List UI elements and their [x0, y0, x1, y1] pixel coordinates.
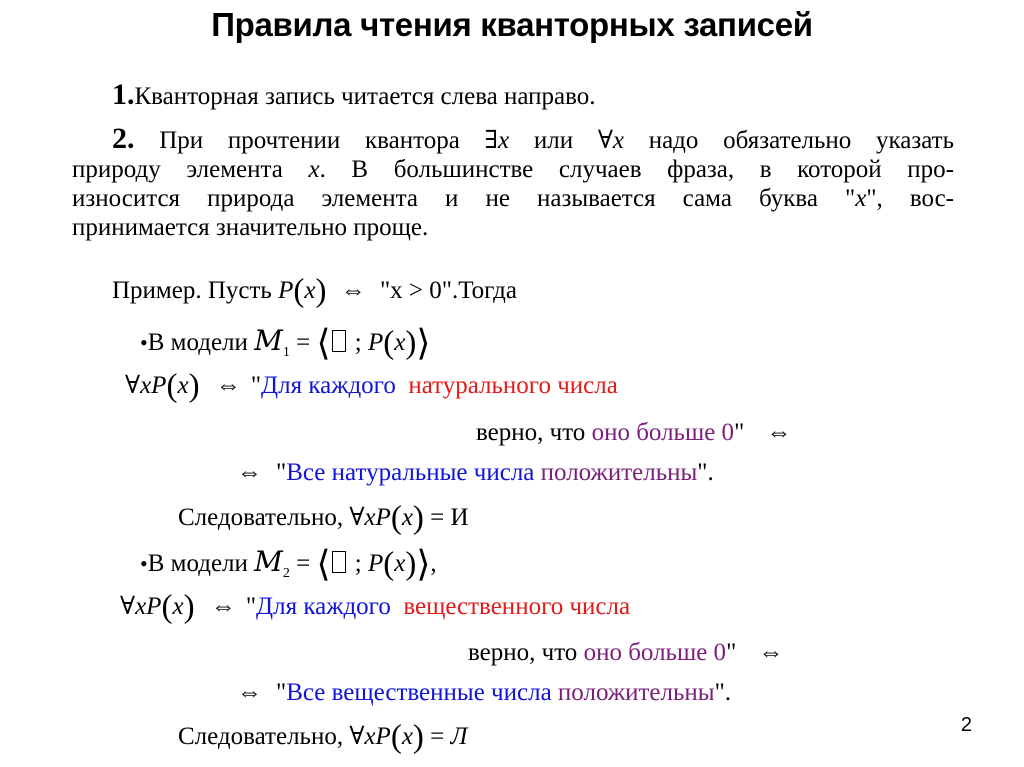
model-symbol: M	[254, 324, 283, 357]
quote: "	[250, 372, 262, 399]
left-angle: ⟨	[316, 323, 331, 363]
rule-2-number: 2.	[112, 122, 135, 155]
model-symbol: M	[254, 545, 283, 578]
equiv-arrow: ⇔	[237, 459, 262, 486]
rule-2-text: При прочтении квантора	[159, 127, 485, 154]
forall-xP: ∀xP	[125, 372, 167, 399]
right-angle: ⟩	[416, 544, 431, 584]
var-x: x	[304, 277, 316, 304]
rule-2-line-2	[72, 155, 954, 184]
rule-2-line-4: принимается значительно проще.	[72, 214, 429, 241]
paren: )	[412, 719, 424, 755]
model-2-reading	[120, 589, 631, 625]
paren: )	[315, 273, 327, 309]
set-name: натурального числа	[408, 372, 618, 399]
then-word: .Тогда	[451, 277, 517, 304]
positive-word: положительны	[557, 679, 715, 706]
rule-2-line-3	[72, 184, 954, 213]
var-x: x	[394, 550, 406, 577]
forall-xP: ∀xP	[349, 723, 391, 750]
forall-x: ∀x	[597, 127, 624, 154]
paren: )	[405, 325, 417, 361]
paren: (	[383, 325, 395, 361]
separator: ;	[348, 550, 368, 577]
paren: )	[183, 589, 195, 625]
equiv-arrow: ⇔	[766, 419, 792, 446]
example-line	[112, 273, 517, 309]
set-symbol-glyph	[332, 330, 346, 352]
all-natural-phrase: Все натуральные числа	[286, 459, 535, 486]
model-1-therefore	[178, 500, 469, 536]
quote: "	[245, 593, 257, 620]
quote: "	[276, 679, 287, 706]
comma: ,	[430, 550, 437, 577]
quote: "	[734, 419, 745, 446]
model-1-reading-cont	[476, 418, 792, 448]
model-label: В модели	[147, 550, 255, 577]
forall-xP: ∀xP	[120, 593, 162, 620]
rule-2-line-1	[72, 124, 954, 155]
model-2-conclusion-phrase	[237, 678, 731, 708]
for-each-phrase: Для каждого	[261, 372, 396, 399]
equiv-arrow: ⇔	[758, 639, 784, 666]
model-1-reading	[125, 368, 618, 404]
var-x: x	[308, 156, 320, 183]
rule-2-text: надо обязательно указать	[624, 127, 955, 154]
all-real-phrase: Все вещественные числа	[286, 679, 552, 706]
greater-phrase: оно больше 0	[583, 639, 727, 666]
model-label: В модели	[147, 329, 255, 356]
model-subscript: 2	[282, 566, 290, 581]
paren: (	[390, 500, 402, 536]
greater-phrase: оно больше 0	[591, 419, 735, 446]
var-x: x	[401, 723, 413, 750]
quote-end: ".	[697, 459, 714, 486]
paren: (	[293, 273, 305, 309]
bullet: •	[140, 330, 148, 355]
paren: )	[412, 500, 424, 536]
left-angle: ⟨	[316, 544, 331, 584]
true-that: верно, что	[468, 639, 584, 666]
rule-1-text: Кванторная запись читается слева направо.	[134, 83, 596, 110]
positive-word: положительны	[540, 459, 698, 486]
paren: (	[383, 546, 395, 582]
equiv-arrow: ⇔	[215, 372, 241, 399]
rule-1	[112, 80, 596, 112]
for-each-phrase: Для каждого	[256, 593, 391, 620]
truth-value: И	[450, 504, 469, 531]
rule-1-number: 1.	[112, 78, 135, 111]
rule-2-text: природу элемента	[72, 156, 309, 183]
var-x: x	[394, 329, 406, 356]
therefore-word: Следовательно,	[178, 723, 350, 750]
predicate-P: P	[278, 277, 294, 304]
rule-2	[72, 124, 954, 242]
model-2-therefore	[178, 719, 468, 755]
forall-xP: ∀xP	[349, 504, 391, 531]
model-2-reading-cont	[468, 638, 784, 668]
equiv-arrow: ⇔	[237, 679, 262, 706]
equiv-arrow: ⇔	[210, 593, 236, 620]
paren: )	[188, 368, 200, 404]
equals-sign: =	[289, 329, 317, 356]
right-angle: ⟩	[416, 323, 431, 363]
true-that: верно, что	[476, 419, 592, 446]
predicate-P: P	[367, 329, 384, 356]
equals-sign: =	[289, 550, 317, 577]
rule-2-text: или	[509, 127, 598, 154]
quote-end: ".	[714, 679, 732, 706]
quote: "	[276, 459, 287, 486]
truth-value: Л	[450, 723, 468, 750]
rule-2-text: . В большинстве случаев фраза, в которой про-	[319, 156, 954, 183]
paren: (	[166, 368, 178, 404]
paren: (	[161, 589, 173, 625]
equiv-arrow: ⇔	[340, 277, 366, 304]
slide-title: Правила чтения кванторных записей	[211, 6, 813, 43]
paren: (	[390, 719, 402, 755]
model-1-line	[140, 323, 431, 368]
var-x: x	[401, 504, 413, 531]
condition: "x > 0"	[373, 277, 452, 304]
var-x: x	[172, 593, 184, 620]
separator: ;	[348, 329, 368, 356]
set-symbol-glyph	[332, 551, 346, 573]
bullet: •	[140, 551, 148, 576]
model-subscript: 1	[282, 345, 290, 360]
quote: "	[726, 639, 737, 666]
rule-2-text: износится природа элемента и не называется сама буква "	[72, 185, 856, 212]
predicate-P: P	[367, 550, 384, 577]
var-x: x	[855, 185, 867, 212]
therefore-word: Следовательно,	[178, 504, 350, 531]
equals-sign: =	[423, 504, 451, 531]
paren: )	[405, 546, 417, 582]
page-number: 2	[960, 714, 972, 736]
model-2-line	[140, 544, 437, 589]
example-intro: Пример. Пусть	[112, 277, 279, 304]
equals-sign: =	[423, 723, 451, 750]
set-name: вещественного числа	[403, 593, 631, 620]
model-1-conclusion-phrase	[237, 458, 714, 488]
exists-x: ∃x	[484, 127, 510, 154]
var-x: x	[177, 372, 189, 399]
rule-2-text: ", вос-	[866, 185, 954, 212]
